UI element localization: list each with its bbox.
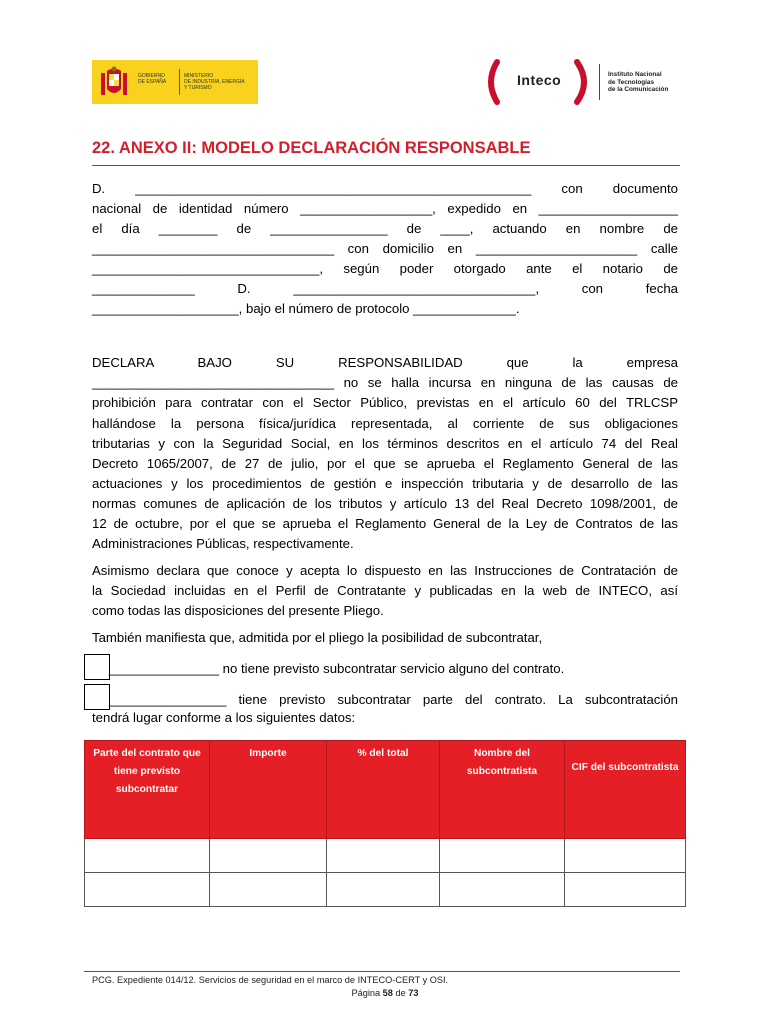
table-cell[interactable] xyxy=(440,873,565,907)
inteco-wordmark: Inteco xyxy=(517,72,562,88)
subcontract-table xyxy=(84,740,686,907)
option-subcontract-cont: tendrá lugar conforme a los siguientes datos: xyxy=(92,710,356,725)
table-header-row xyxy=(85,741,686,839)
table-cell[interactable] xyxy=(327,839,440,873)
col-header-porcentaje: % del total xyxy=(327,741,440,839)
table-cell[interactable] xyxy=(85,873,210,907)
para3-line: la Sociedad incluidas en el Perfil de Contratante y publicadas en la web de INTECO, así xyxy=(92,583,678,598)
col-header-nombre: Nombre del subcontratista xyxy=(440,741,565,839)
section-title: 22. ANEXO II: MODELO DECLARACIÓN RESPONSABLE xyxy=(92,139,531,157)
inteco-subtitle: Instituto Nacional de Tecnologías de la Comunicación xyxy=(608,71,669,94)
page-total: 73 xyxy=(408,988,419,998)
no-subcontract-checkbox[interactable] xyxy=(84,654,110,680)
col-header-cif: CIF del subcontratista xyxy=(565,741,686,839)
para4-line: También manifiesta que, admitida por el pliego la posibilidad de subcontratar, xyxy=(92,630,543,645)
option-subcontract: ________________ tiene previsto subcontratar parte del contrato. La subcontratación xyxy=(109,692,678,707)
col-header-parte: Parte del contrato que tiene previsto subcontratar xyxy=(85,741,210,839)
option-no-subcontract: _______________ no tiene previsto subcontratar servicio alguno del contrato. xyxy=(109,661,565,676)
para1-line: el día ________ de ________________ de ____, actuando en nombre de xyxy=(92,221,678,236)
gobierno-espana-logo xyxy=(92,60,258,104)
para2-line: DECLARA BAJO SU RESPONSABILIDAD que la empresa xyxy=(92,355,678,370)
para1-line: _________________________________ con domicilio en ______________________ calle xyxy=(92,241,678,256)
inteco-bracket-right-icon xyxy=(569,58,595,106)
table-cell[interactable] xyxy=(440,839,565,873)
para2-line: actuaciones y los procedimientos de gestión e inspección tributaria y de desarrollo de las xyxy=(92,476,678,491)
coat-of-arms-icon xyxy=(98,65,130,99)
para1-line: ____________________, bajo el número de protocolo ______________. xyxy=(92,301,520,316)
table-row xyxy=(85,873,686,907)
para3-line: como todas las disposiciones del presente Pliego. xyxy=(92,603,384,618)
gobierno-text: GOBIERNO DE ESPAÑA xyxy=(138,73,167,85)
table-cell[interactable] xyxy=(210,839,327,873)
para1-line: ______________ D. _________________________________, con fecha xyxy=(92,281,678,296)
page-number xyxy=(0,988,770,998)
para2-line: normas comunes de aplicación de los tributos y artículo 13 del Real Decreto 1098/2001, de xyxy=(92,496,678,511)
para2-line: Decreto 1065/2007, de 27 de julio, por el que se aprueba el Reglamento General de las xyxy=(92,456,678,471)
inteco-logo xyxy=(483,58,683,106)
para2-line: tributarias y con la Seguridad Social, en los términos descritos en el artículo 74 del Real xyxy=(92,436,678,451)
subcontract-checkbox[interactable] xyxy=(84,684,110,710)
para2-line: 12 de octubre, por el que se aprueba el Reglamento General de la Ley de Contratos de las xyxy=(92,516,678,531)
logo-divider xyxy=(179,69,180,95)
table-row xyxy=(85,839,686,873)
ministerio-text: MINISTERIO DE INDUSTRIA, ENERGÍA Y TURISMO xyxy=(184,73,245,91)
table-cell[interactable] xyxy=(85,839,210,873)
inteco-bracket-icon xyxy=(483,58,515,106)
para1-line: D. ______________________________________________________ con documento xyxy=(92,181,678,196)
para1-line: _______________________________, según poder otorgado ante el notario de xyxy=(92,261,678,276)
page-of: de xyxy=(395,988,406,998)
table-cell[interactable] xyxy=(565,873,686,907)
para3-line: Asimismo declara que conoce y acepta lo dispuesto en las Instrucciones de Contratación de xyxy=(92,563,678,578)
table-cell[interactable] xyxy=(565,839,686,873)
page-prefix: Página xyxy=(351,988,381,998)
table-cell[interactable] xyxy=(327,873,440,907)
footer-rule xyxy=(84,971,680,972)
para2-line: hallándose la persona física/jurídica representada, al corriente de sus obligaciones xyxy=(92,416,678,431)
para2-line: _________________________________ no se halla incursa en ninguna de las causas de xyxy=(92,375,678,390)
inteco-divider xyxy=(599,64,600,100)
page-current: 58 xyxy=(382,988,393,998)
col-header-importe: Importe xyxy=(210,741,327,839)
para2-line: Administraciones Públicas, respectivamente. xyxy=(92,536,354,551)
table-cell[interactable] xyxy=(210,873,327,907)
title-underline xyxy=(92,165,680,166)
para1-line: nacional de identidad número __________________, expedido en ___________________ xyxy=(92,201,678,216)
footer-text: PCG. Expediente 014/12. Servicios de seguridad en el marco de INTECO-CERT y OSI. xyxy=(92,975,449,985)
para2-line: prohibición para contratar con el Sector Público, previstas en el artículo 60 del TRLCSP xyxy=(92,395,678,410)
